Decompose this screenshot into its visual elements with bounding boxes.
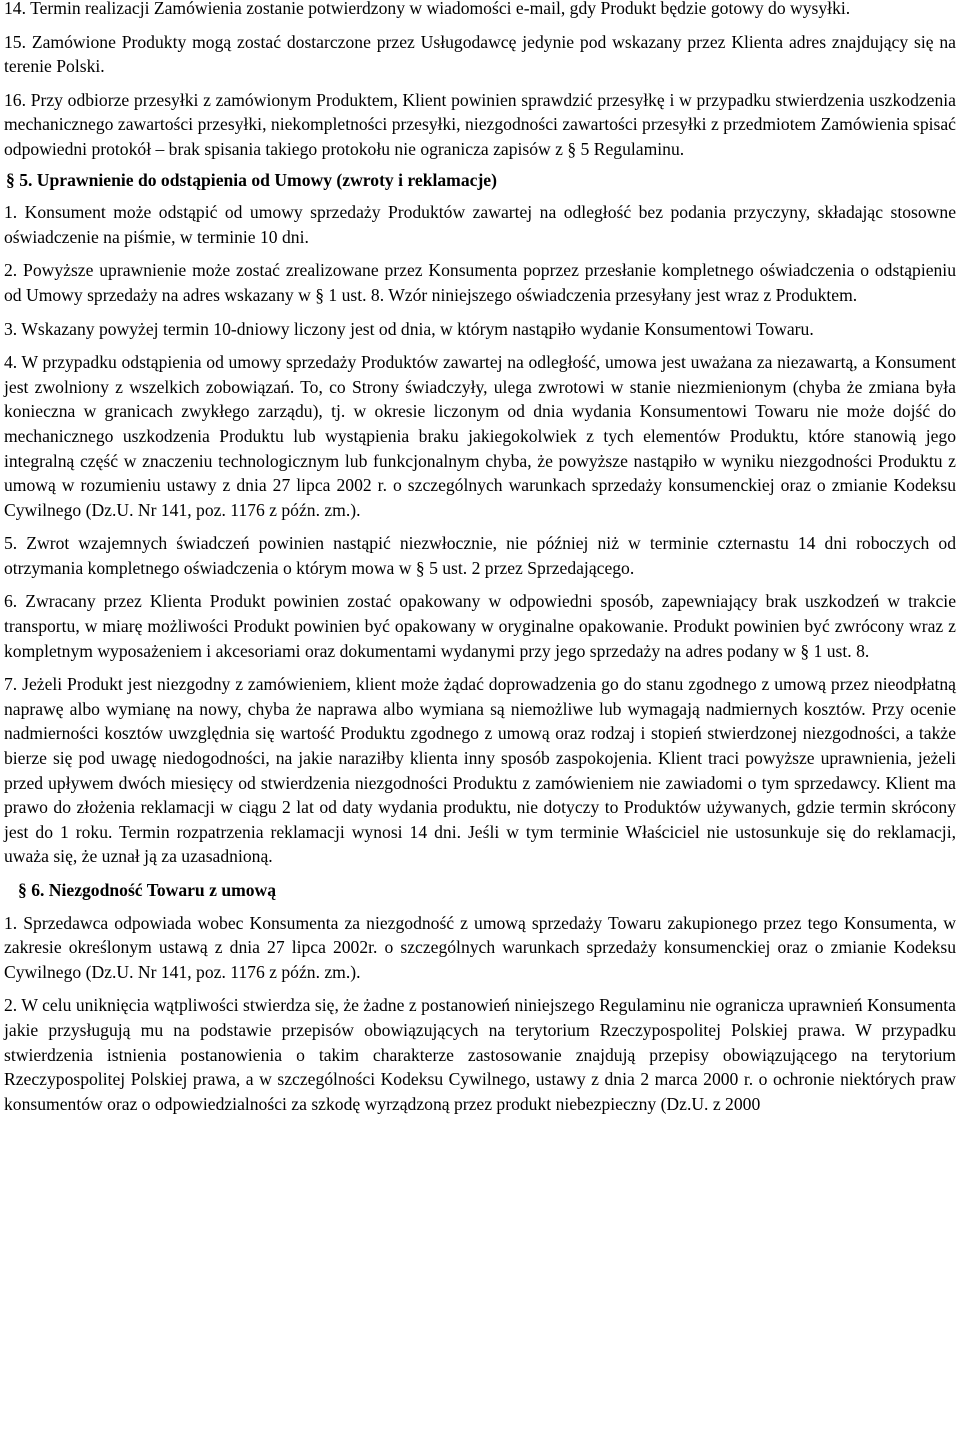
paragraph-6-2: 2. W celu uniknięcia wątpliwości stwierdza się, że żadne z postanowień niniejszego Regulaminu nie ogranicza uprawnień Konsumenta jakie przysługują mu na podstawie przepisów obowiązujących na terytorium Rzeczypospolitej Polskiej prawa. W przypadku stwierdzenia istnienia postanowienia o takim charakterze zastosowanie znajdują przepisy obowiązującego na terytorium Rzeczypospolitej Polskiej prawa, a w szczególności Kodeksu Cywilnego, ustawy z dnia 2 marca 2000 r. o ochronie niektórych praw konsumentów oraz o odpowiedzialności za szkodę wyrządzoną przez produkt niebezpieczny (Dz.U. z 2000 bbox=[4, 995, 956, 1114]
paragraph-6-1: 1. Sprzedawca odpowiada wobec Konsumenta za niezgodność z umową sprzedaży Towaru zakupionego przez tego Konsumenta, w zakresie określonym ustawą z dnia 27 lipca 2002r. o szczególnych warunkach sprzedaży konsumenckiej oraz o zmianie Kodeksu Cywilnego (Dz.U. Nr 141, poz. 1176 z późn. zm.). bbox=[4, 912, 956, 982]
section-6-heading: § 6. Niezgodność Towaru z umową bbox=[18, 880, 277, 900]
paragraph-5-5: 5. Zwrot wzajemnych świadczeń powinien nastąpić niezwłocznie, nie później niż w terminie czternastu 14 dni roboczych od otrzymania kompletnego oświadczenia o którym mowa w § 5 ust. 2 przez Sprzedającego. bbox=[4, 533, 956, 578]
paragraph-5-6: 6. Zwracany przez Klienta Produkt powinien zostać opakowany w odpowiedni sposób, zapewniający brak uszkodzeń w trakcie transportu, w miarę możliwości Produkt powinien być opakowany w oryginalne opakowanie. Produkt powinien być zwrócony wraz z kompletnym wyposażeniem i akcesoriami oraz dokumentami wydanymi przy jego sprzedaży na adres podany w § 1 ust. 8. bbox=[4, 591, 956, 661]
paragraph-16: 16. Przy odbiorze przesyłki z zamówionym Produktem, Klient powinien sprawdzić przesyłkę i w przypadku stwierdzenia uszkodzenia mechanicznego zawartości przesyłki, niekompletności przesyłki, niezgodności zawartości przesyłki z przedmiotem Zamówienia spisać odpowiedni protokół – brak spisania takiego protokołu nie ogranicza zapisów z § 5 Regulaminu. bbox=[4, 89, 956, 159]
paragraph-5-4: 4. W przypadku odstąpienia od umowy sprzedaży Produktów zawartej na odległość, umowa jest uważana za niezawartą, a Konsument jest zwolniony z wszelkich zobowiązań. To, co Strony świadczyły, ulega zwrotowi w stanie niezmienionym (chyba że zmiana była konieczna w granicach zwykłego zarządu), tj. w okresie liczonym od dnia wydania Konsumentowi Towaru nie może dojść do mechanicznego uszkodzenia Produktu lub wystąpienia braku jakiegokolwiek z tych elementów Produktu, które stanowią jego integralną część w znaczeniu technologicznym lub funkcjonalnym chyba, że powyższe nastąpiło w wyniku niezgodności Produktu z umową w rozumieniu ustawy z dnia 27 lipca 2002 r. o szczególnych warunkach sprzedaży konsumenckiej oraz o zmianie Kodeksu Cywilnego (Dz.U. Nr 141, poz. 1176 z późn. zm.). bbox=[4, 352, 956, 520]
section-5-heading: § 5. Uprawnienie do odstąpienia od Umowy (zwroty i reklamacje) bbox=[6, 169, 497, 190]
paragraph-5-1: 1. Konsument może odstąpić od umowy sprzedaży Produktów zawartej na odległość bez podania przyczyny, składając stosowne oświadczenie na piśmie, w terminie 10 dni. bbox=[4, 202, 956, 247]
paragraph-5-2: 2. Powyższe uprawnienie może zostać zrealizowane przez Konsumenta poprzez przesłanie kompletnego oświadczenia o odstąpieniu od Umowy sprzedaży na adres wskazany w § 1 ust. 8. Wzór niniejszego oświadczenia przesyłany jest wraz z Produktem. bbox=[4, 260, 956, 305]
paragraph-5-7: 7. Jeżeli Produkt jest niezgodny z zamówieniem, klient może żądać doprowadzenia go do stanu zgodnego z umową przez nieodpłatną naprawę albo wymianę na nowy, chyba że naprawa albo wymiana są niemożliwe lub wymagają nadmiernych kosztów. Przy ocenie nadmierności kosztów uwzględnia się wartość Produktu zgodnego z umową oraz rodzaj i stopień stwierdzonej niezgodności, a także bierze się pod uwagę niedogodności, na jakie naraziłby klienta inny sposób zaspokojenia. Klient traci powyższe uprawnienia, jeżeli przed upływem dwóch miesięcy od stwierdzenia niezgodności Produktu z zamówieniem nie zawiadomi o tym sprzedawcy. Klient ma prawo do złożenia reklamacji w ciągu 2 lat od daty wydania produktu, nie dotyczy to Produktów używanych, gdzie termin skrócony jest do 1 roku. Termin rozpatrzenia reklamacji wynosi 14 dni. Jeśli w tym terminie Właściciel nie ustosunkuje się do reklamacji, uważa się, że uznał ją za uzasadnioną. bbox=[4, 674, 956, 867]
paragraph-14: 14. Termin realizacji Zamówienia zostanie potwierdzony w wiadomości e-mail, gdy Produkt będzie gotowy do wysyłki. bbox=[4, 0, 851, 18]
paragraph-15: 15. Zamówione Produkty mogą zostać dostarczone przez Usługodawcę jedynie pod wskazany przez Klienta adres znajdujący się na terenie Polski. bbox=[4, 31, 956, 77]
paragraph-5-3: 3. Wskazany powyżej termin 10-dniowy liczony jest od dnia, w którym nastąpiło wydanie Konsumentowi Towaru. bbox=[4, 318, 814, 339]
